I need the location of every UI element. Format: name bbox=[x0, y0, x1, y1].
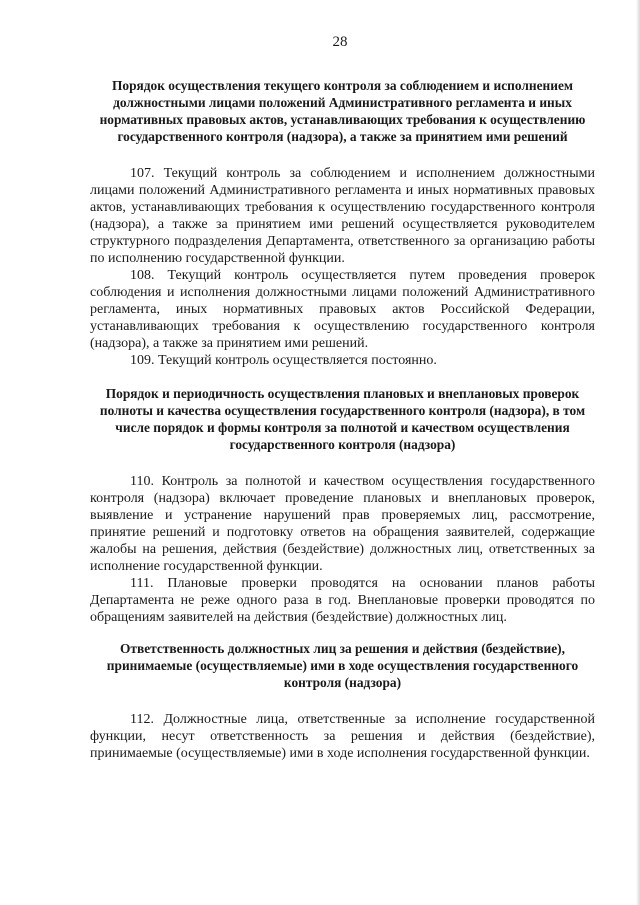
paragraph-110: 110. Контроль за полнотой и качеством осуществления государственного контроля (надзора) включает проведение плановых и внеплановых проверок, выявление и устранение нарушений прав проверяемых лиц, рассмотрение, принятие решений и подготовку ответов на обращения заявителей, содержащие жалобы на решения, действия (бездействие) должностных лиц, ответственных за исполнение государственной функции. bbox=[90, 474, 595, 574]
page-number: 28 bbox=[332, 34, 348, 50]
paragraph-107: 107. Текущий контроль за соблюдением и исполнением должностными лицами положений Административного регламента и иных нормативных правовых актов, устанавливающих требования к осуществлению государственного контроля (надзора), а также за принятием ими решений осуществляется руководителем структурного подразделения Департамента, ответственного за организацию работы по исполнению государственной функции. bbox=[90, 166, 595, 266]
paragraph-112: 112. Должностные лица, ответственные за исполнение государственной функции, несут ответственность за решения и действия (бездействие), принимаемые (осуществляемые) ими в ходе исполнения государственной функции. bbox=[90, 712, 595, 761]
section-heading-inspections: Порядок и периодичность осуществления плановых и внеплановых проверок полноты и качества осуществления государственного контроля (надзора), в том числе порядок и формы контроля за полнотой и качеством осуществления государственного контроля (надзора) bbox=[99, 386, 586, 452]
paragraph-109: 109. Текущий контроль осуществляется постоянно. bbox=[130, 353, 437, 368]
section-body-current-control bbox=[90, 165, 595, 369]
paragraph-108: 108. Текущий контроль осуществляется путем проведения проверок соблюдения и исполнения должностными лицами положений Административного регламента, иных нормативных правовых актов Российской Федерации, устанавливающих требования к осуществлению государственного контроля (надзора), а также за принятием ими решений. bbox=[90, 268, 595, 351]
section-body-inspections bbox=[90, 473, 595, 626]
document-body bbox=[90, 74, 595, 762]
section-heading-current-control: Порядок осуществления текущего контроля за соблюдением и исполнением должностными лицами положений Административного регламента и иных нормативных правовых актов, устанавливающих требования к осуществлению государственного контроля (надзора), а также за принятием ими решений bbox=[99, 78, 586, 144]
page-edge-shadow bbox=[636, 0, 640, 905]
paragraph-111: 111. Плановые проверки проводятся на основании планов работы Департамента не реже одного раза в год. Внеплановые проверки проводятся по обращениям заявителей на действия (бездействие) должностных лиц. bbox=[90, 576, 595, 625]
section-heading-responsibility: Ответственность должностных лиц за решения и действия (бездействие), принимаемые (осуществляемые) ими в ходе осуществления государственного контроля (надзора) bbox=[106, 641, 579, 690]
section-body-responsibility bbox=[90, 711, 595, 762]
